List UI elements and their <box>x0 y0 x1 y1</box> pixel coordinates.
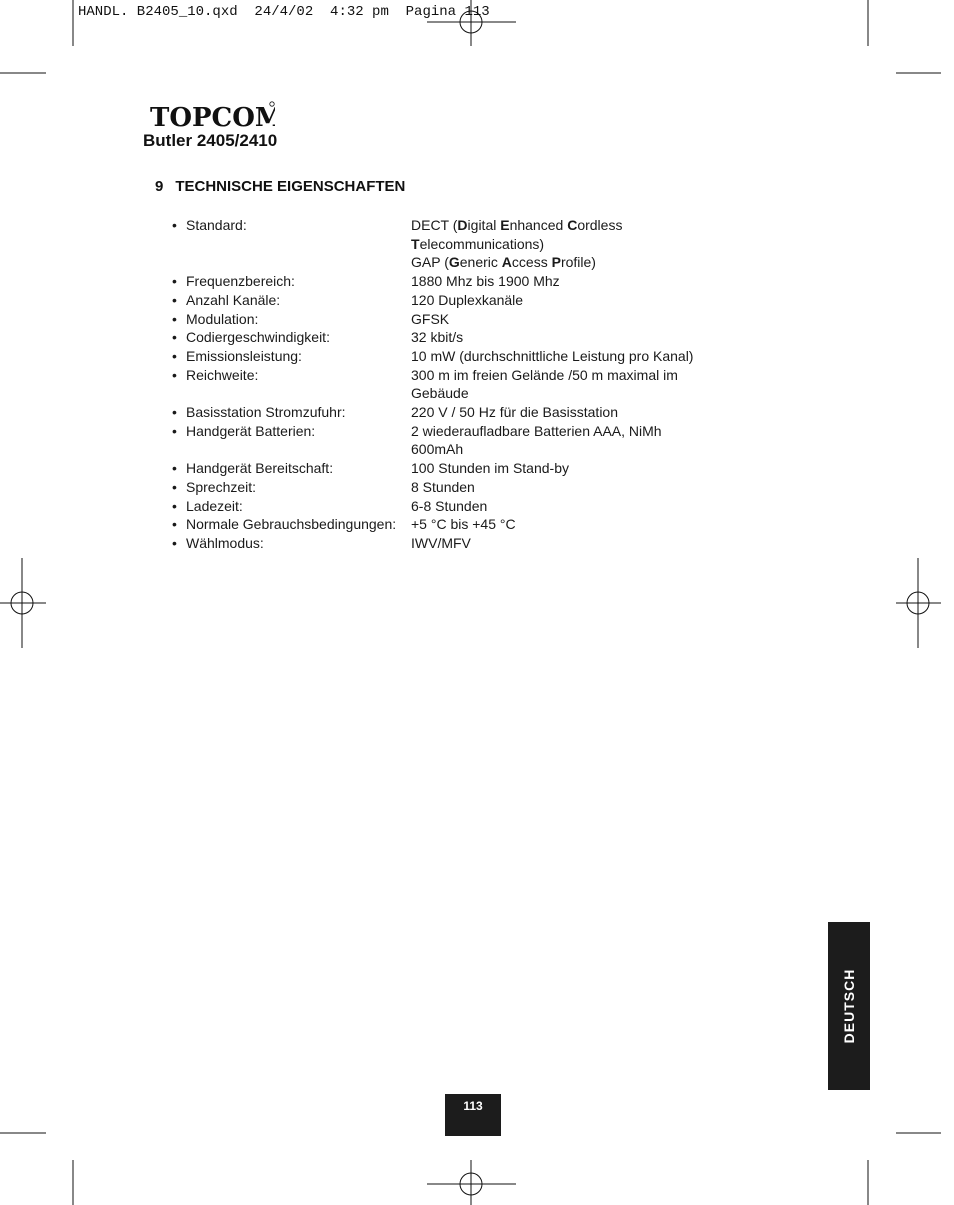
spec-value-text: 120 Duplexkanäle <box>411 291 524 308</box>
spec-label: Handgerät Batterien: <box>186 422 316 439</box>
bullet: • <box>172 329 177 346</box>
acronym-letter: E <box>500 217 510 233</box>
page-number-box <box>445 1094 501 1136</box>
spec-value-text: DECT ( <box>411 217 458 233</box>
spec-value-text: ordless <box>577 217 623 233</box>
section-heading <box>155 178 405 195</box>
spec-value <box>411 403 732 422</box>
spec-row <box>172 272 732 291</box>
spec-value-text: 220 V / 50 Hz für die Basisstation <box>411 404 618 421</box>
acronym-letter: C <box>567 217 578 233</box>
spec-value-line <box>411 534 732 553</box>
spec-value-line <box>411 272 732 291</box>
spec-label: Reichweite: <box>186 366 259 383</box>
spec-value <box>411 534 732 553</box>
spec-label: Frequenzbereich: <box>186 273 295 290</box>
model-name: Butler 2405/2410 <box>143 131 278 150</box>
spec-row <box>172 534 732 553</box>
spec-value-line <box>411 216 732 235</box>
section-title-text: TECHNISCHE EIGENSCHAFTEN <box>175 178 406 195</box>
language-tab-label: DEUTSCH <box>841 968 857 1044</box>
spec-value-text: GFSK <box>411 310 450 327</box>
spec-value-line <box>411 497 732 516</box>
spec-value-text: 100 Stunden im Stand-by <box>411 460 569 477</box>
spec-value-line <box>411 440 732 459</box>
language-tab <box>828 922 870 1090</box>
spec-row <box>172 403 732 422</box>
spec-label: Modulation: <box>186 310 259 327</box>
spec-row <box>172 291 732 310</box>
bullet: • <box>172 460 177 477</box>
bullet: • <box>172 347 177 364</box>
spec-value <box>411 515 732 534</box>
acronym-letter: T <box>411 235 420 252</box>
spec-value-text: IWV/MFV <box>411 534 471 551</box>
bullet: • <box>172 422 177 439</box>
spec-value <box>411 459 732 478</box>
spec-value-line <box>411 403 732 422</box>
spec-value-text: eneric <box>459 254 502 271</box>
spec-value-line <box>411 422 732 441</box>
spec-value-text: 2 wiederaufladbare Batterien AAA, NiMh <box>411 422 662 439</box>
spec-value-text: ccess <box>511 254 552 271</box>
spec-list <box>172 216 732 553</box>
spec-row <box>172 478 732 497</box>
topcom-logo-text: TOPCOM <box>150 103 275 130</box>
spec-value-text: 6-8 Stunden <box>411 497 488 514</box>
bullet: • <box>172 516 177 533</box>
bullet: • <box>172 366 177 383</box>
spec-row <box>172 328 732 347</box>
bullet: • <box>172 534 177 551</box>
spec-value <box>411 497 732 516</box>
spec-value-text: 32 kbit/s <box>411 329 464 346</box>
spec-value-line <box>411 478 732 497</box>
spec-row <box>172 459 732 478</box>
spec-label: Basisstation Stromzufuhr: <box>186 404 346 421</box>
spec-value <box>411 422 732 459</box>
spec-value-text: 10 mW (durchschnittliche Leistung pro Kanal) <box>411 347 694 364</box>
spec-value-text: 8 Stunden <box>411 478 475 495</box>
spec-row <box>172 310 732 329</box>
spec-value-line <box>411 310 732 329</box>
spec-label: Sprechzeit: <box>186 478 257 495</box>
acronym-letter: D <box>457 217 468 233</box>
spec-value <box>411 366 732 403</box>
spec-value-line <box>411 253 732 272</box>
spec-value-text: nhanced <box>509 217 568 233</box>
spec-value <box>411 291 732 310</box>
spec-value <box>411 478 732 497</box>
bullet: • <box>172 478 177 495</box>
topcom-logo-mark <box>150 100 275 130</box>
section-number: 9 <box>155 178 164 195</box>
bullet: • <box>172 404 177 421</box>
spec-value-text: +5 °C bis +45 °C <box>411 516 516 533</box>
bullet: • <box>172 273 177 290</box>
spec-value-line <box>411 347 732 366</box>
spec-value-line <box>411 459 732 478</box>
spec-row <box>172 216 732 272</box>
spec-value-text: GAP ( <box>411 254 449 271</box>
spec-value <box>411 310 732 329</box>
spec-row <box>172 366 732 403</box>
spec-value-line <box>411 328 732 347</box>
spec-value-text: 600mAh <box>411 441 464 458</box>
spec-value-text: Gebäude <box>411 385 469 402</box>
spec-value-line <box>411 384 732 403</box>
spec-value-text: elecommunications) <box>419 235 545 252</box>
spec-value-text: igital <box>467 217 501 233</box>
spec-row <box>172 422 732 459</box>
spec-value <box>411 216 732 272</box>
bullet: • <box>172 310 177 327</box>
topcom-logo <box>150 100 275 135</box>
spec-label: Emissionsleistung: <box>186 347 302 364</box>
spec-value-line <box>411 366 732 385</box>
bullet: • <box>172 497 177 514</box>
spec-value <box>411 347 732 366</box>
print-slug: HANDL. B2405_10.qxd 24/4/02 4:32 pm Pagina 113 <box>78 4 490 20</box>
spec-label: Wählmodus: <box>186 534 264 551</box>
acronym-letter: G <box>448 254 460 271</box>
spec-label: Standard: <box>186 217 247 233</box>
spec-label: Normale Gebrauchsbedingungen: <box>186 516 397 533</box>
spec-label: Codiergeschwindigkeit: <box>186 329 330 346</box>
bullet: • <box>172 291 177 308</box>
spec-row <box>172 497 732 516</box>
spec-label: Ladezeit: <box>186 497 243 514</box>
spec-value-text: 300 m im freien Gelände /50 m maximal im <box>411 366 678 383</box>
acronym-letter: A <box>501 254 512 271</box>
spec-value <box>411 272 732 291</box>
spec-value-line <box>411 515 732 534</box>
bullet: • <box>172 217 177 233</box>
spec-label: Anzahl Kanäle: <box>186 291 281 308</box>
spec-label: Handgerät Bereitschaft: <box>186 460 334 477</box>
acronym-letter: P <box>551 254 561 271</box>
spec-value <box>411 328 732 347</box>
spec-value-line <box>411 291 732 310</box>
page-number: 113 <box>463 1099 483 1113</box>
spec-value-line <box>411 235 732 254</box>
spec-value-text: 1880 Mhz bis 1900 Mhz <box>411 273 560 290</box>
spec-row <box>172 515 732 534</box>
spec-row <box>172 347 732 366</box>
spec-value-text: rofile) <box>560 254 596 271</box>
